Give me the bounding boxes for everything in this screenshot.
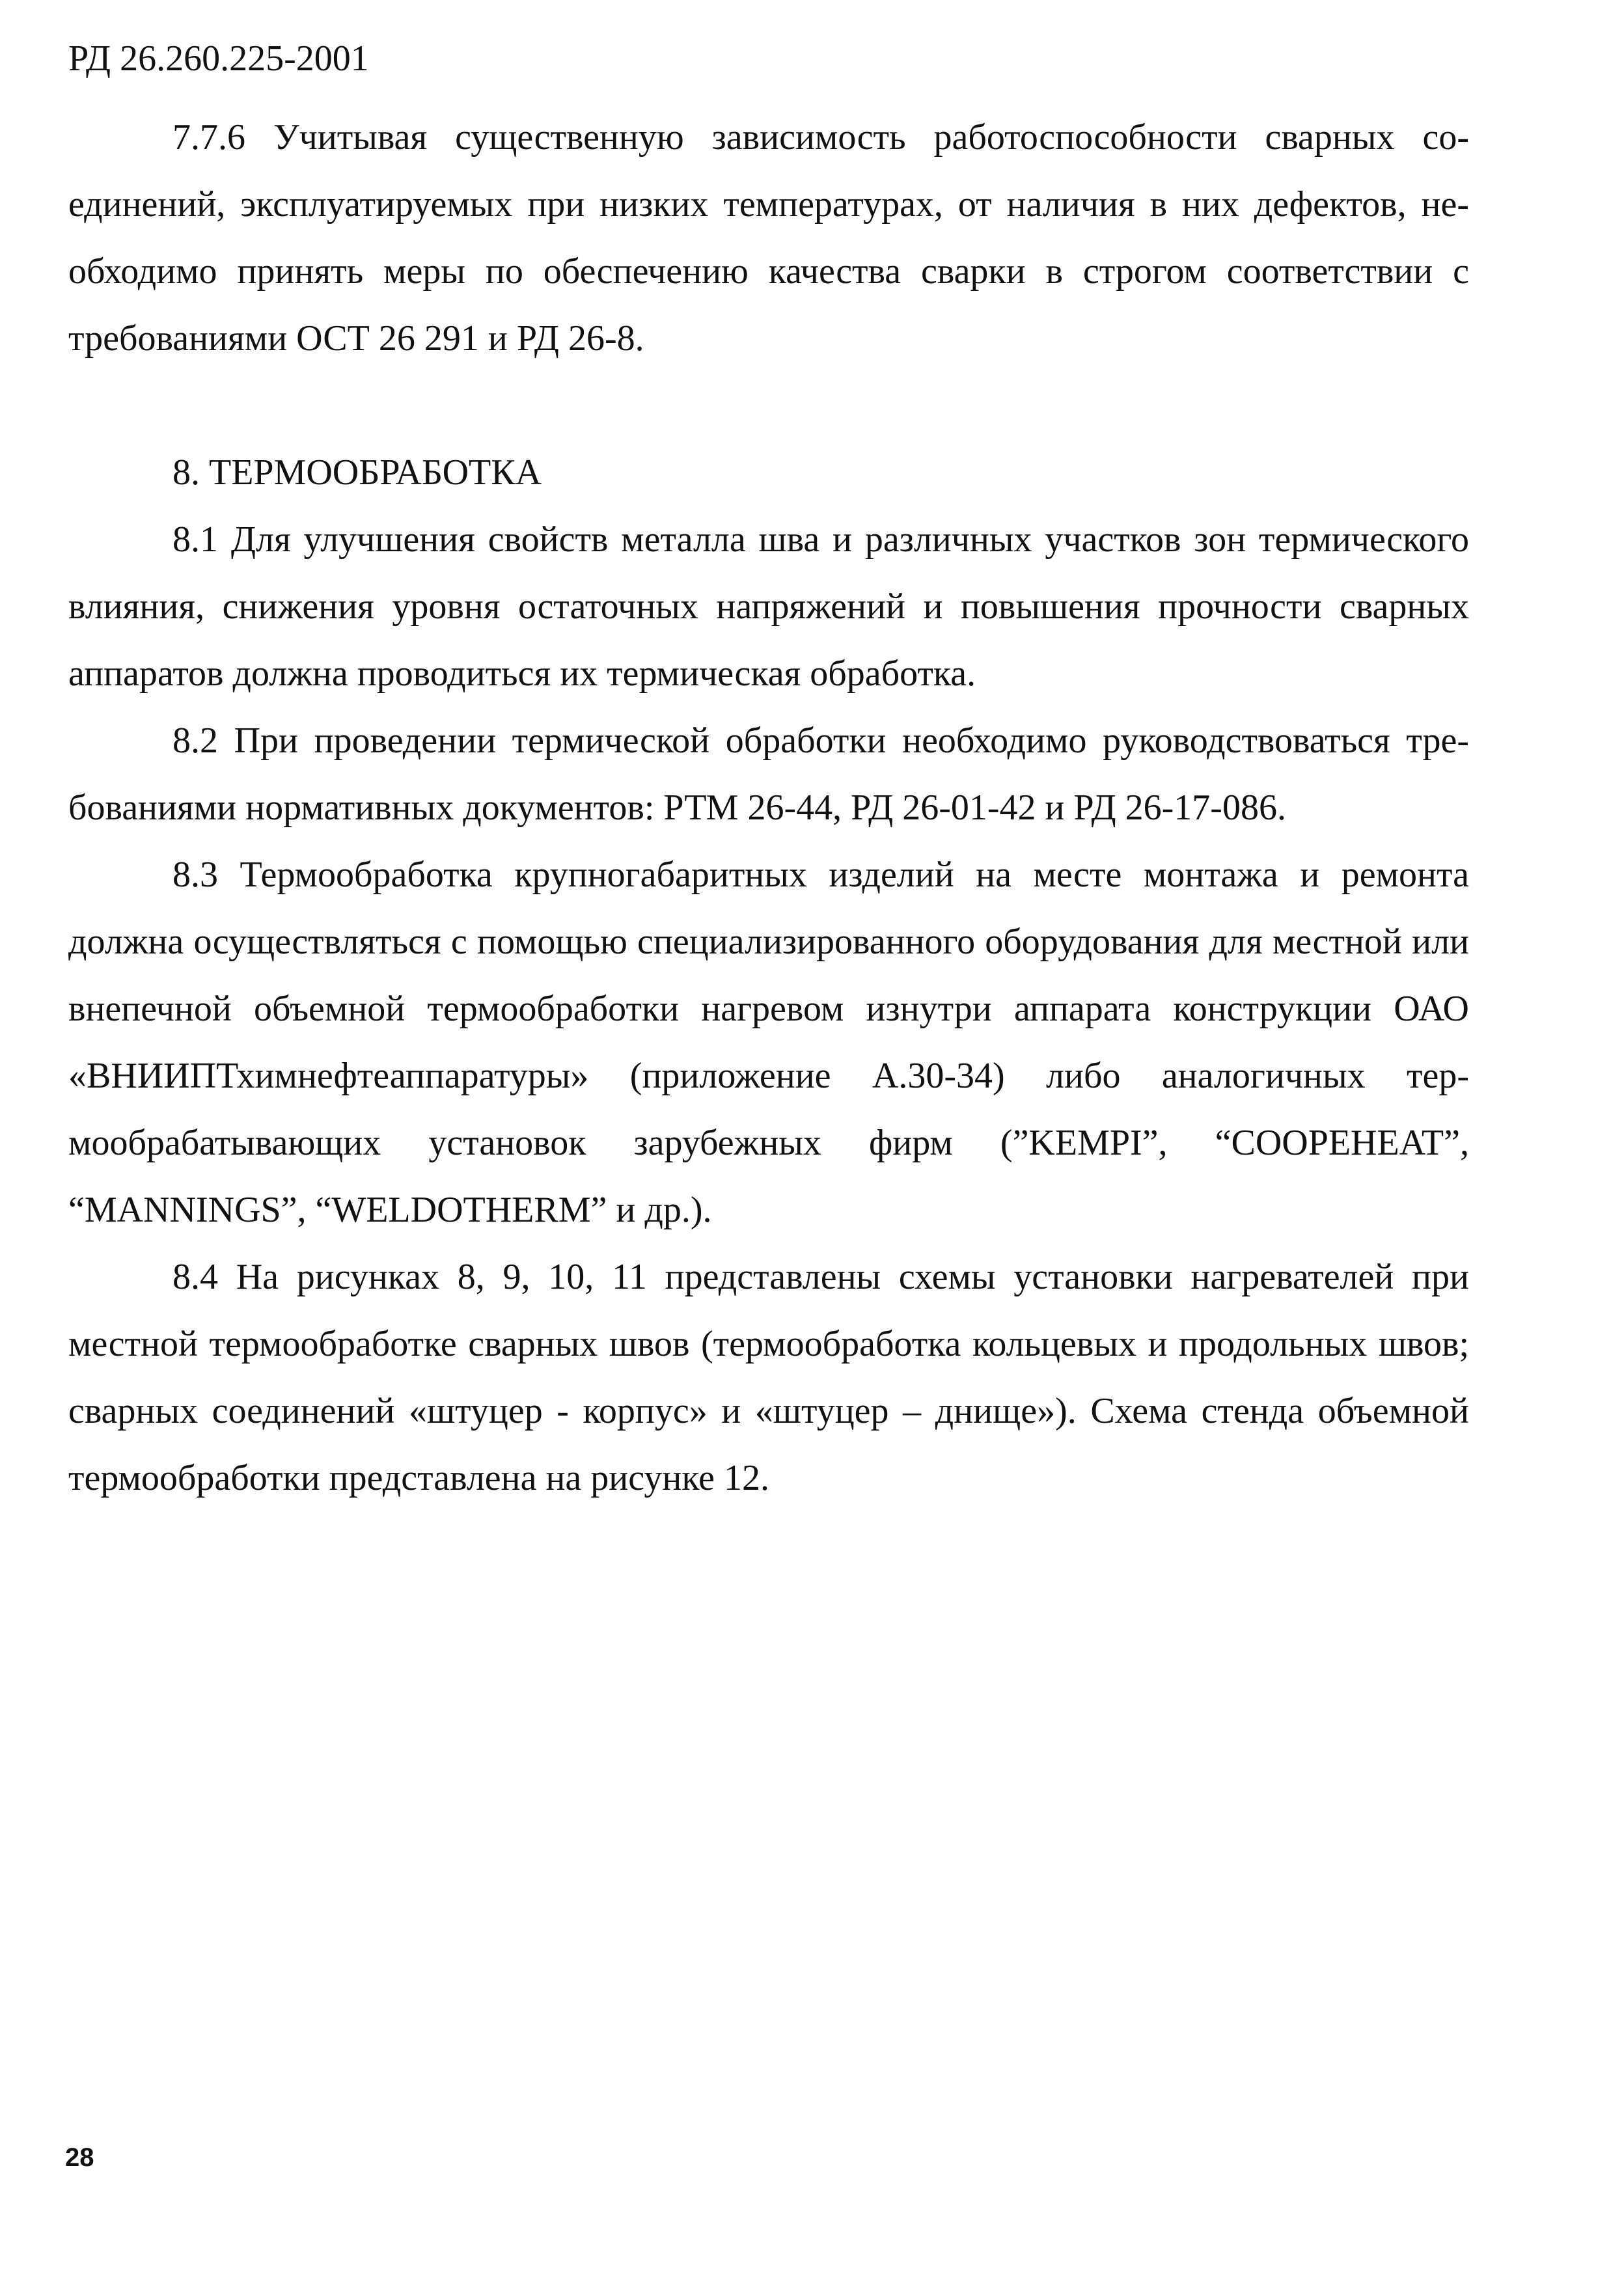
document-body (68, 104, 1469, 1512)
section-heading-8: 8. ТЕРМООБРАБОТКА (172, 452, 542, 493)
paragraph-8-3: 8.3 Термообработка крупногабаритных изделий на месте монтажа и ремонта должна осуществляться с помощью специализированного оборудования для местной или внепечной объемной термообработки нагревом изнутри аппарата конструкции ОАО «ВНИИПТхимнефтеаппаратуры» (приложение А.30-34) либо аналогичных термообрабатывающих установок зарубежных фирм (”KEMPI”, “COOPEHEAT”, “MANNINGS”, “WELDOTHERM” и др.). (68, 855, 1469, 1230)
paragraph-8-2: 8.2 При проведении термической обработки необходимо руководствоваться требованиями нормативных документов: РТМ 26-44, РД 26-01-42 и РД 26-17-086. (68, 720, 1469, 828)
paragraph-8-4: 8.4 На рисунках 8, 9, 10, 11 представлены схемы установки нагревателей при местной термообработке сварных швов (термообработка кольцевых и продольных швов; сварных соединений «штуцер - корпус» и «штуцер – днище»). Схема стенда объемной термообработки представлена на рисунке 12. (68, 1257, 1469, 1498)
document-code-header: РД 26.260.225-2001 (68, 38, 369, 79)
paragraph-7-7-6: 7.7.6 Учитывая существенную зависимость работоспособности сварных соединений, эксплуатируемых при низких температурах, от наличия в них дефектов, необходимо принять меры по обеспечению качества сварки в строгом соответствии с требованиями ОСТ 26 291 и РД 26-8. (68, 117, 1469, 359)
page-number: 28 (65, 2143, 94, 2172)
paragraph-8-1: 8.1 Для улучшения свойств металла шва и различных участков зон термического влияния, снижения уровня остаточных напряжений и повышения прочности сварных аппаратов должна проводиться их термическая обработка. (68, 519, 1469, 694)
